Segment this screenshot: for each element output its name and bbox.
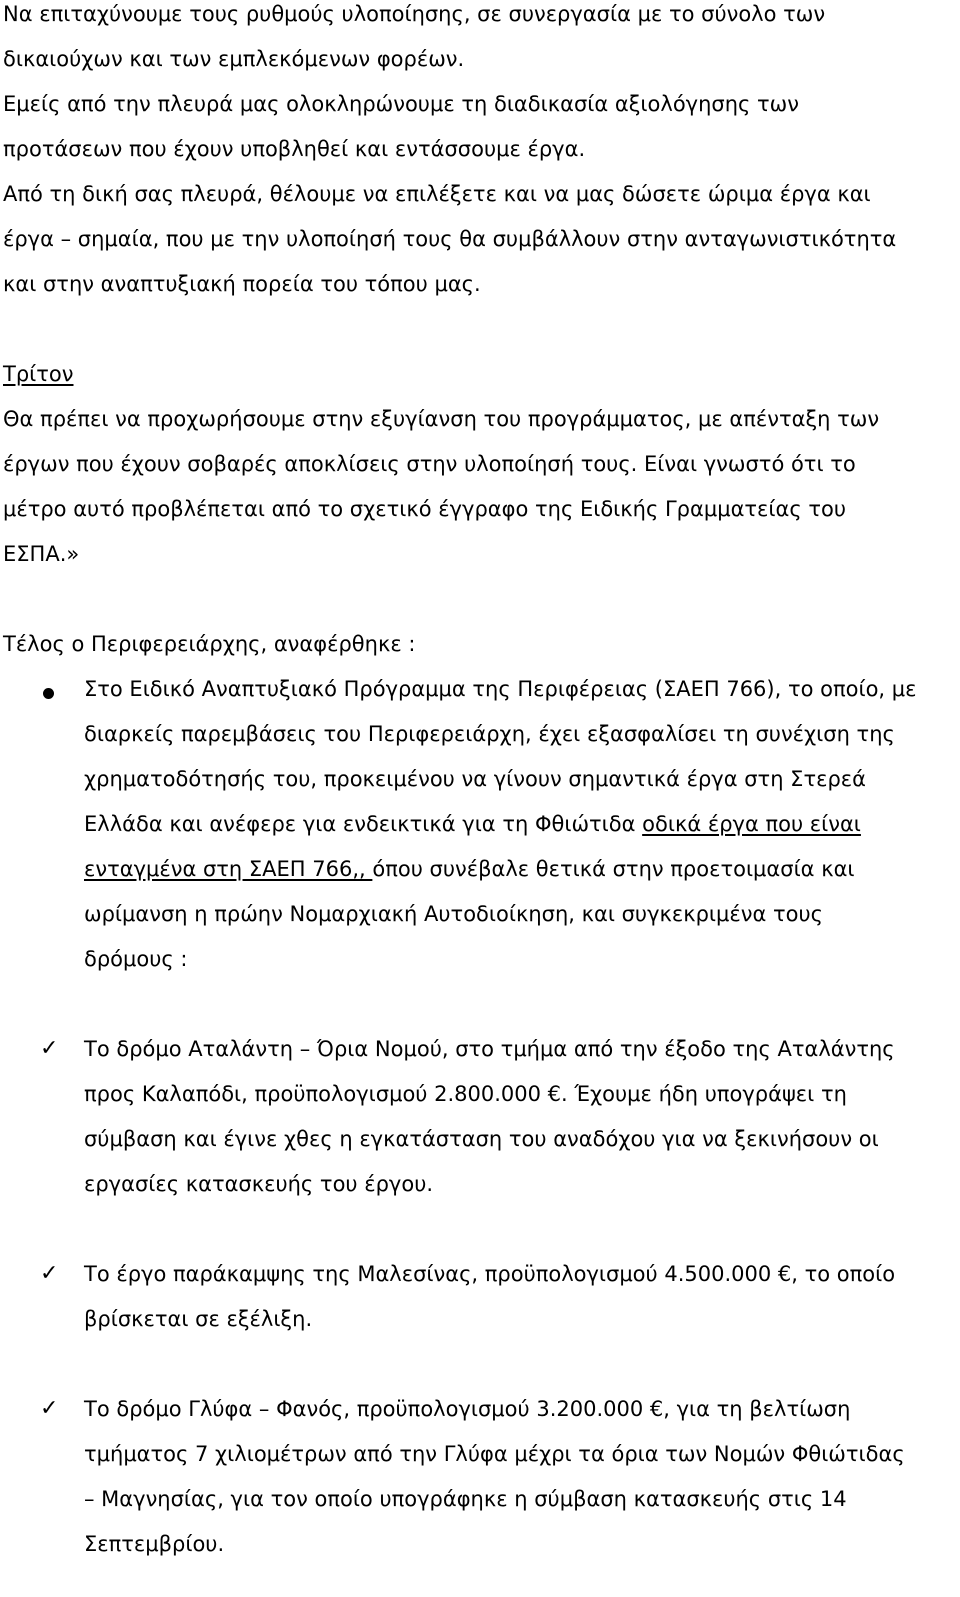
third-line-4: ΕΣΠΑ.» (3, 542, 80, 566)
bullet-line-3: χρηματοδότησής του, προκειμένου να γίνουν σημαντικά έργα στη Στερεά (84, 767, 866, 791)
intro-line-1: Να επιταχύνουμε τους ρυθμούς υλοποίησης, σε συνεργασία με το σύνολο των (3, 2, 826, 26)
bullet-line-2: διαρκείς παρεμβάσεις του Περιφερειάρχη, έχει εξασφαλίσει τη συνέχιση της (84, 722, 895, 746)
closing-intro: Τέλος ο Περιφερειάρχης, αναφέρθηκε : (3, 632, 416, 656)
intro-line-3: Εμείς από την πλευρά μας ολοκληρώνουμε τη διαδικασία αξιολόγησης των (3, 92, 799, 116)
intro-line-6: έργα – σημαία, που με την υλοποίησή τους θα συμβάλλουν στην ανταγωνιστικότητα (3, 227, 897, 251)
third-line-3: μέτρο αυτό προβλέπεται από το σχετικό έγγραφο της Ειδικής Γραμματείας του (3, 497, 846, 521)
bullet-line-5-text: όπου συνέβαλε θετικά στην προετοιμασία και (372, 857, 855, 881)
bullet-line-7: δρόμους : (84, 947, 188, 971)
project-3-line-2: τμήματος 7 χιλιομέτρων από την Γλύφα μέχρι τα όρια των Νομών Φθιώτιδας (84, 1442, 905, 1466)
bullet-underlined-roads-1: οδικά έργα που είναι (642, 812, 861, 836)
project-2-line-1: Το έργο παράκαμψης της Μαλεσίνας, προϋπολογισμού 4.500.000 €, το οποίο (84, 1262, 896, 1286)
bullet-line-4 (84, 810, 861, 838)
checkmark-icon: ✓ (40, 1261, 59, 1286)
intro-line-5: Από τη δική σας πλευρά, θέλουμε να επιλέξετε και να μας δώσετε ώριμα έργα και (3, 182, 871, 206)
bullet-underlined-roads-2: ενταγμένα στη ΣΑΕΠ 766,, (84, 857, 373, 881)
checkmark-icon: ✓ (40, 1396, 59, 1421)
project-1-line-2: προς Καλαπόδι, προϋπολογισμού 2.800.000 €. Έχουμε ήδη υπογράψει τη (84, 1082, 847, 1106)
bullet-line-6: ωρίμανση η πρώην Νομαρχιακή Αυτοδιοίκηση, και συγκεκριμένα τους (84, 902, 823, 926)
bullet-line-4-text: Ελλάδα και ανέφερε για ενδεικτικά για τη Φθιώτιδα (84, 812, 643, 836)
project-3-line-1: Το δρόμο Γλύφα – Φανός, προϋπολογισμού 3.200.000 €, για τη βελτίωση (84, 1397, 851, 1421)
intro-line-4: προτάσεων που έχουν υποβληθεί και εντάσσουμε έργα. (3, 137, 586, 161)
project-1-line-1: Το δρόμο Αταλάντη – Όρια Νομού, στο τμήμα από την έξοδο της Αταλάντης (84, 1037, 895, 1061)
intro-line-2: δικαιούχων και των εμπλεκόμενων φορέων. (3, 47, 465, 71)
checkmark-icon: ✓ (40, 1036, 59, 1061)
bullet-dot-icon (43, 688, 54, 699)
bullet-line-5 (84, 855, 855, 883)
bullet-line-1: Στο Ειδικό Αναπτυξιακό Πρόγραμμα της Περιφέρειας (ΣΑΕΠ 766), το οποίο, με (84, 677, 917, 701)
third-line-1: Θα πρέπει να προχωρήσουμε στην εξυγίανση του προγράμματος, με απένταξη των (3, 407, 880, 431)
third-line-2: έργων που έχουν σοβαρές αποκλίσεις στην υλοποίησή τους. Είναι γνωστό ότι το (3, 452, 856, 476)
project-1-line-3: σύμβαση και έγινε χθες η εγκατάσταση του αναδόχου για να ξεκινήσουν οι (84, 1127, 879, 1151)
project-3-line-4: Σεπτεμβρίου. (84, 1532, 225, 1556)
project-2-line-2: βρίσκεται σε εξέλιξη. (84, 1307, 313, 1331)
third-heading: Τρίτον (3, 362, 74, 386)
intro-line-7: και στην αναπτυξιακή πορεία του τόπου μας. (3, 272, 481, 296)
project-1-line-4: εργασίες κατασκευής του έργου. (84, 1172, 434, 1196)
project-3-line-3: – Μαγνησίας, για τον οποίο υπογράφηκε η σύμβαση κατασκευής στις 14 (84, 1487, 847, 1511)
